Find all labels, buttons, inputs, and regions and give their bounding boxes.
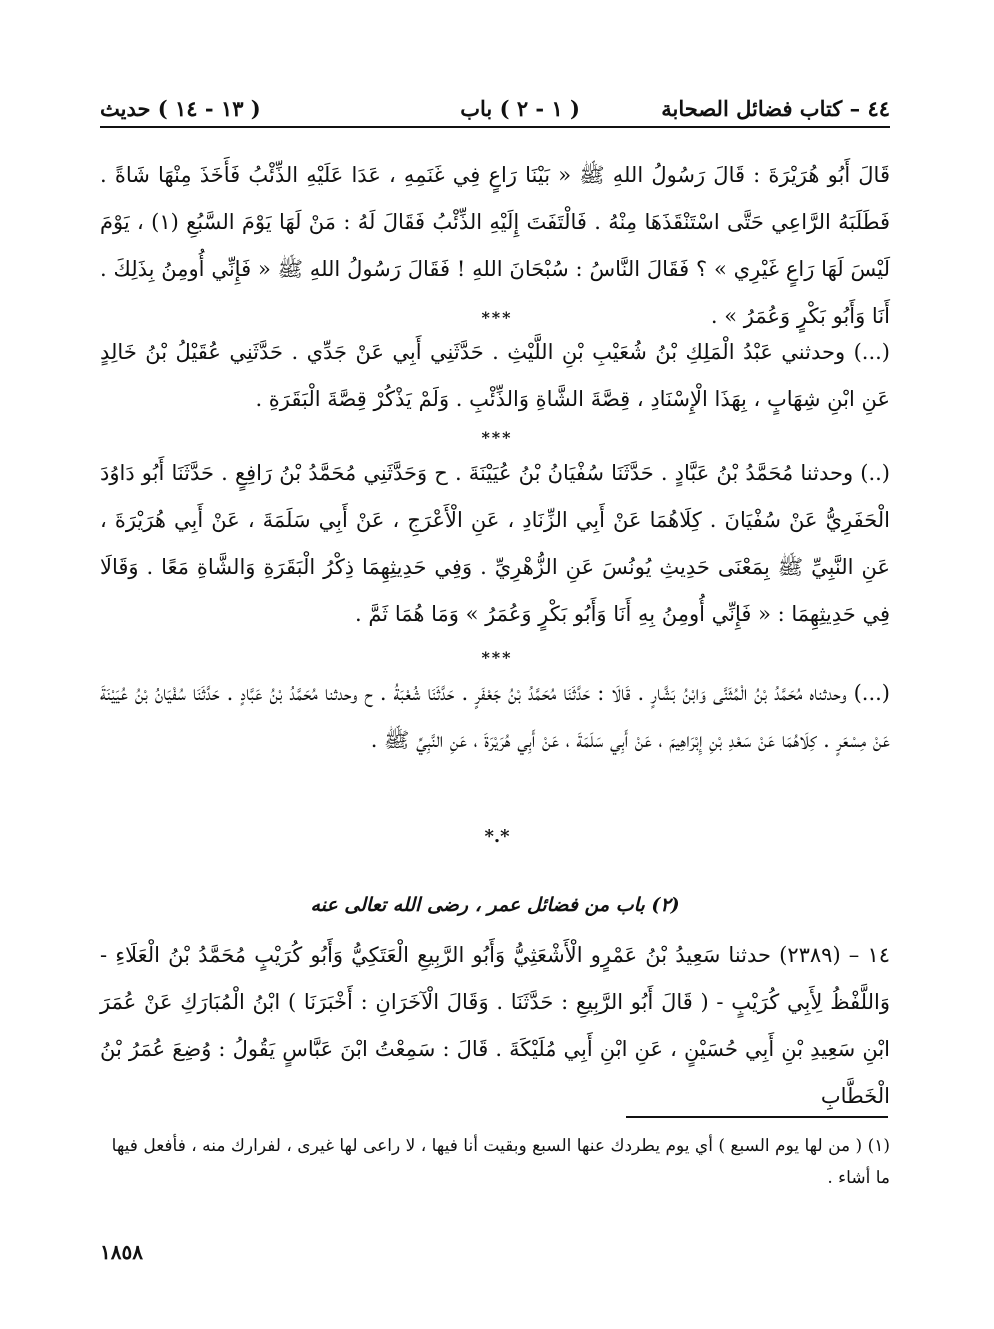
paragraph-chain-3: (...) وحدثناه مُحَمَّدُ بْنُ الْمُثَنَّى وَابْنُ بَشَّارٍ . قَالَا : حَدَّثَنَا مُحَمَّدُ بْنُ جَعْفَرٍ . حَدَّثَنَا شُعْبَةُ . ح وحدثنا مُحَمَّدُ بْنُ عَبَّادٍ . حَدَّثَنَا سُفْيَانُ بْنُ عُيَيْنَةَ عَنْ مِسْعَرٍ . كِلَاهُمَا عَنْ سَعْدِ بْنِ إِبْرَاهِيمَ ، عَنْ أَبِي سَلَمَةَ ، عَنْ أَبِي هُرَيْرَةَ ، عَنِ النَّبِيِّ ﷺ . xyxy=(100,681,890,752)
chapter-reference: ( ١ - ٢ ) باب xyxy=(460,96,580,121)
hadith-reference: ( ١٣ - ١٤ ) حديث xyxy=(100,96,261,121)
paragraph-hadith-14: ١٤ – (٢٣٨٩) حدثنا سَعِيدُ بْنُ عَمْرٍو الْأَشْعَثِيُّ وَأَبُو الرَّبِيعِ الْعَتَكِيُّ وَأَبُو كُرَيْبٍ مُحَمَّدُ بْنُ الْعَلَاءِ - وَاللَّفْظُ لِأَبِي كُرَيْبٍ - ( قَالَ أَبُو الرَّبِيعِ : حَدَّثَنَا . وَقَالَ الْآخَرَانِ : أَخْبَرَنَا ) ابْنُ الْمُبَارَكِ عَنْ عُمَرَ ابْنِ سَعِيدِ بْنِ أَبِي حُسَيْنٍ ، عَنِ ابْنِ أَبِي مُلَيْكَةَ . قَالَ : سَمِعْتُ ابْنَ عَبَّاسٍ يَقُولُ : وُضِعَ عُمَرُ بْنُ الْخَطَّابِ xyxy=(100,943,890,1108)
section-divider: *.* xyxy=(484,826,510,847)
footnote: (١) ( من لها يوم السبع ) أي يوم يطردك عنها السبع وبقيت أنا فيها ، لا راعى لها غيرى ، لفرارك منه ، فأفعل فيها ما أشاء . xyxy=(111,1136,890,1188)
chapter-title: (٢) باب من فضائل عمر ، رضى الله تعالى عنه xyxy=(310,894,680,916)
separator-stars: *** xyxy=(481,648,513,667)
page-number: ١٨٥٨ xyxy=(100,1240,143,1264)
separator-stars: *** xyxy=(481,308,513,327)
footnote-rule xyxy=(626,1116,888,1118)
paragraph-chain-1: (...) وحدثني عَبْدُ الْمَلِكِ بْنُ شُعَيْبِ بْنِ اللَّيْثِ . حَدَّثَنِي أَبِي عَنْ جَدِّي . حَدَّثَنِي عُقَيْلُ بْنُ خَالِدٍ عَنِ ابْنِ شِهَابٍ ، بِهَذَا الْإِسْنَادِ ، قِصَّةَ الشَّاةِ وَالذِّئْبِ . وَلَمْ يَذْكُرْ قِصَّةَ الْبَقَرَةِ . xyxy=(100,340,890,411)
paragraph-chain-2: (..) وحدثنا مُحَمَّدُ بْنُ عَبَّادٍ . حَدَّثَنَا سُفْيَانُ بْنُ عُيَيْنَةَ . ح وَحَدَّثَنِي مُحَمَّدُ بْنُ رَافِعٍ . حَدَّثَنَا أَبُو دَاوُدَ الْحَفَرِيُّ عَنْ سُفْيَانَ . كِلَاهُمَا عَنْ أَبِي الزِّنَادِ ، عَنِ الْأَعْرَجِ ، عَنْ أَبِي سَلَمَةَ ، عَنْ أَبِي هُرَيْرَةَ ، عَنِ النَّبِيِّ ﷺ بِمَعْنَى حَدِيثِ يُونُسَ عَنِ الزُّهْرِيِّ . وَفِي حَدِيثِهِمَا ذِكْرُ الْبَقَرَةِ وَالشَّاةِ مَعًا . وَقَالَا فِي حَدِيثِهِمَا : « فَإِنِّي أُومِنُ بِهِ أَنَا وَأَبُو بَكْرٍ وَعُمَرُ » وَمَا هُمَا ثَمَّ . xyxy=(100,461,890,626)
separator-stars: *** xyxy=(481,428,513,447)
book-title: ٤٤ – كتاب فضائل الصحابة xyxy=(661,96,890,121)
paragraph-hadith-13-text: قَالَ أَبُو هُرَيْرَةَ : قَالَ رَسُولُ اللهِ ﷺ « بَيْنَا رَاعٍ فِي غَنَمِهِ ، عَدَا عَلَيْهِ الذِّئْبُ فَأَخَذَ مِنْهَا شَاةً . فَطَلَبَهُ الرَّاعِي حَتَّى اسْتَنْقَذَهَا مِنْهُ . فَالْتَفَتَ إِلَيْهِ الذِّئْبُ فَقَالَ لَهُ : مَنْ لَهَا يَوْمَ السَّبُعِ (١) ، يَوْمَ لَيْسَ لَهَا رَاعٍ غَيْرِي » ؟ فَقَالَ النَّاسُ : سُبْحَانَ اللهِ ! فَقَالَ رَسُولُ اللهِ ﷺ « فَإِنِّي أُومِنُ بِذَلِكَ . أَنَا وَأَبُو بَكْرٍ وَعُمَرُ » . xyxy=(100,163,890,328)
header-rule xyxy=(100,126,890,128)
